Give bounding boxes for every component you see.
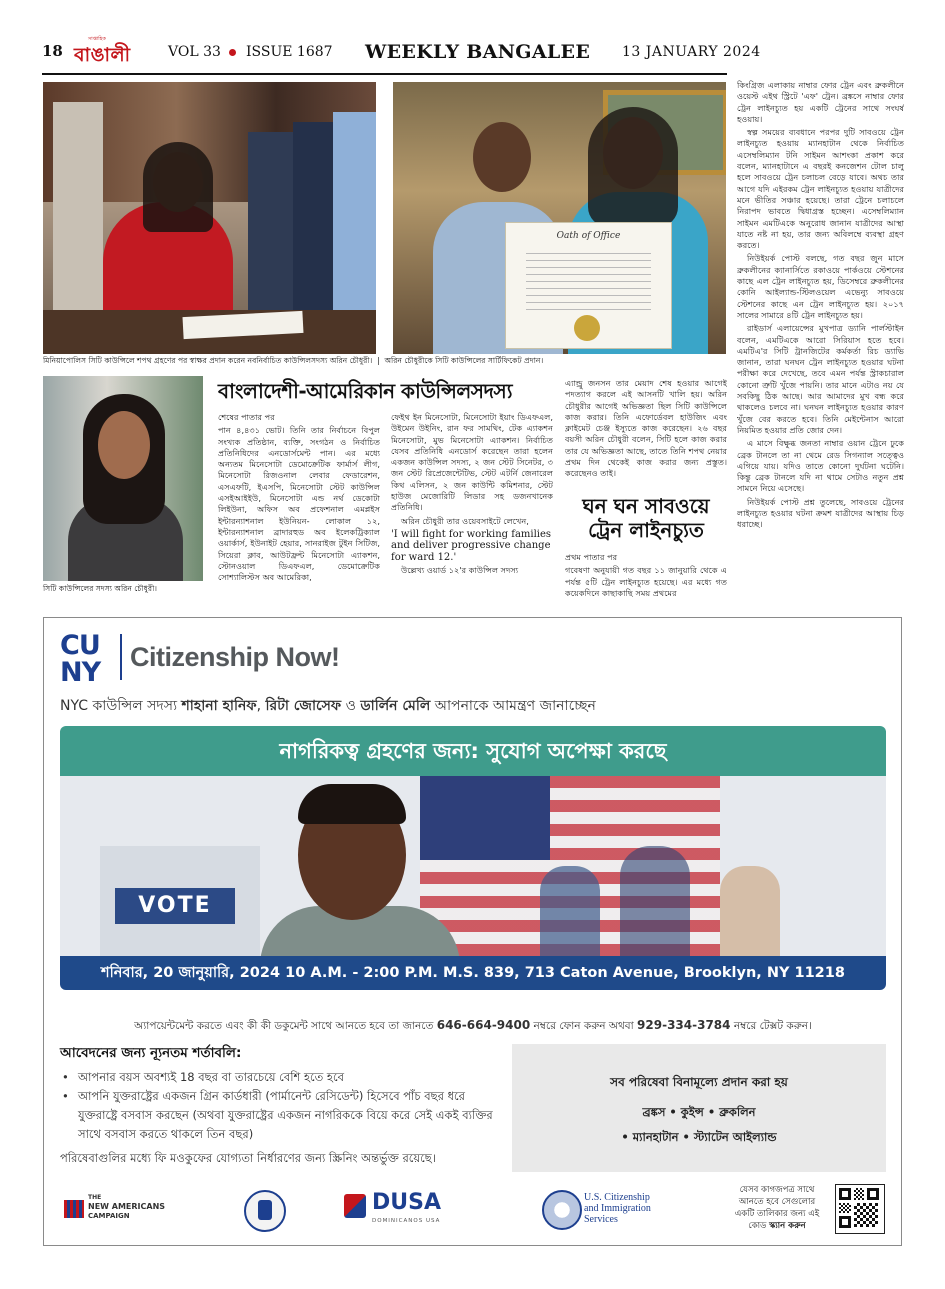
event-info: শনিবার, 20 জানুয়ারি, 2024 10 A.M. - 2:00 P.M. M.S. 839, 713 Caton Avenue, Brooklyn, NY 11218 [101, 965, 845, 981]
invite-suffix: আপনাকে আমন্ত্রণ জানাচ্ছেন [430, 698, 596, 714]
fee-note: পরিষেবাগুলির মধ্যে ফি মওকুফের যোগ্যতা নির্ধারণের জন্য স্ক্রিনিং অন্তর্ভুক্ত রয়েছে। [60, 1151, 436, 1165]
council-member-1: শাহানা হানিফ [181, 698, 257, 714]
qr-note: যেসব কাগজপত্র সাথে আনতে হবে সেগুলোর একটি তালিকার জন্য এই কোড [734, 1185, 820, 1231]
qr-code-icon[interactable] [835, 1184, 885, 1234]
article1-column-2 [391, 412, 553, 592]
background-person-2 [620, 846, 690, 956]
phone-text-number[interactable]: 929-334-3784 [637, 1018, 731, 1032]
article1-headline: বাংলাদেশী-আমেরিকান কাউন্সিলসদস্য [218, 379, 512, 403]
requirement-item: • আপনার বয়স অবশ্যই 18 বছর বা তারচেয়ে বেশি হতে হবে [56, 1068, 496, 1087]
new-americans-bottom: CAMPAIGN [88, 1212, 130, 1220]
continued-from-note: শেষের পাতার পর [218, 412, 275, 422]
qr-modules [839, 1203, 851, 1213]
caption-separator: | [374, 356, 383, 365]
boroughs-line-1: ব্রঙ্কস • কুইন্স • ব্রুকলিন [642, 1105, 756, 1119]
photo-portrait [43, 376, 203, 581]
logo-text: বাঙালী [74, 44, 131, 66]
contact-prefix: অ্যাপয়েন্টমেন্ট করতে এবং কী কী ডকুমেন্ট সাথে আনতে হবে তা জানতে [134, 1020, 437, 1032]
free-services-title: সব পরিষেবা বিনামূল্যে প্রদান করা হয় [610, 1075, 788, 1089]
cuny-logo [60, 632, 114, 686]
article1-column-3 [565, 378, 727, 484]
dhs-seal-icon [542, 1190, 582, 1230]
program-name: Citizenship Now! [130, 642, 340, 672]
background-person-3 [720, 866, 780, 956]
article2-paragraph: গবেষণা অনুযায়ী গত বছর ১১ জানুয়ারি থেকে এ পর্যন্ত ৫টি ট্রেন লাইনচ্যুত হয়েছে। এর মধ্যে গত কয়েকদিনে কাছাকাছি সময় প্রথমের [565, 565, 727, 598]
woman-saree-hair [588, 107, 678, 227]
caption-oath-signing: মিনিয়াপোলিস সিটি কাউন্সিলে শপথ গ্রহণের পর স্বাক্ষর প্রদান করেন নবনির্বাচিত কাউন্সিলসদস্য অরিন চৌধুরী। [43, 356, 373, 365]
qr-modules [854, 1188, 864, 1200]
uscis-text [584, 1192, 651, 1225]
dusa-logo [344, 1192, 454, 1228]
contact-line [60, 1018, 886, 1036]
dusa-name: DUSA [372, 1190, 441, 1215]
background-person-1 [540, 866, 600, 956]
council-member-2: রিটা জোসেফ [265, 698, 342, 714]
cuny-logo-bottom: NY [60, 657, 101, 688]
article2-paragraph: রাইডার্স এলায়েন্সের মুখপাত্র ড্যানি পার্লস্টাইন বলেন, এমটিএকে আরো সিরিয়াস হতে হবে। এমটিএ'র সিটি ট্রানজিটের কর্মকর্তা রিচ ড্যাভি জানান, তারা ঘনঘন ট্রেন লাইনচ্যুত হওয়ার ঘটনা পরীক্ষা করে দেখেছে, তবে এমন পর্যন্ত স্ট্রাকচারাল কোনো ত্রুটি খুঁজে পায়নি। তার মানে এটাও নয় যে সবকিছু ঠিক আছে। আর আমাদের মুখ বন্ধ করে থাকলেও চলবে না। ঘনঘন লাইনচ্যুত হওয়ার কারণ খুঁজে বের করতে হবে। তিনি মেইন্টেনাস আরো নিয়মিত হওয়ার প্রতি জোর দেন। [737, 323, 904, 435]
vote-sign [115, 888, 235, 924]
qr-finder-bottom-left [839, 1216, 851, 1228]
article2-paragraph: নিউইয়র্ক পোস্ট প্রশ্ন তুলেছে, সাবওয়ে ট্রেনের লাইনচ্যুত হওয়ার ঘটনা ক্রমশ যাত্রীদের আস্থায় চিড় ধরাচ্ছে। [737, 496, 904, 530]
requirements-list [56, 1068, 496, 1144]
article1-column-1 [218, 412, 380, 590]
issue-label: ISSUE 1687 [246, 44, 333, 60]
logo-small-text: সাপ্তাহিক [88, 36, 106, 42]
photo-oath-signing [43, 82, 376, 354]
article2-headline-line2: ট্রেন লাইনচ্যুত [588, 518, 704, 542]
article1-paragraph: অরিন চৌধুরী তার ওয়েবসাইটে লেখেন, [401, 515, 529, 526]
logo-divider [120, 634, 122, 680]
caption-portrait: সিটি কাউন্সিলের সদস্য অরিন চৌধুরী। [43, 584, 157, 593]
header-rule [42, 73, 727, 75]
certificate-text-lines [526, 253, 651, 313]
certificate-title: Oath of Office [556, 231, 621, 241]
volume-label: VOL 33 [168, 44, 221, 60]
phone-call-number[interactable]: 646-664-9400 [436, 1018, 531, 1032]
portrait-face [98, 411, 150, 479]
continued-from-note: প্রথম পাতার পর [565, 552, 618, 562]
qr-instructions [732, 1184, 822, 1232]
invite-separator: ও [341, 698, 361, 714]
article1-paragraph: পান ৪,৪৩১ ভোট। তিনি তার নির্বাচনে বিপুল সংখ্যক প্রতিষ্ঠান, ব্যক্তি, সংগঠন ও নির্বাচিত প্রতিনিধিদের এনডোর্সমেন্ট পান। এর মধ্যে অন্যতম মিনেসোটা ডেমোক্রেটিক ফার্মার্স লীগ, মিনেসোটা রিজওনাল লেবার ফেডারেশন, এসএফটি, ইএসপি, মিনেসোটা স্টেট কাউন্সিল এসইআইইউ, মিনেসোটা এন্ড নর্থ ডেকোটা লিইউনা, অফিস অব প্রফেশনাল এমপ্লইস ইন্টারন্যাশনাল ইউনিয়ন- লোকাল ১২, ইন্টারন্যাশনাল ব্রাদারহুড অব ইলেকট্রিক্যাল ওয়ার্কার্স, ইউনাইট হেয়ার, সানরাইজ টুইন সিটিজ, সিয়েরা ক্লাব, আউটফ্রন্ট মিনেসোটা এ্যাকশন, স্টোনওয়াল ডিএফএল, ডেমোক্রেটিক সোশ্যালিস্টস অব আমেরিকা, [218, 425, 380, 583]
dusa-icon [344, 1194, 366, 1218]
flag-canton [420, 776, 550, 860]
article2-column-right [737, 80, 904, 592]
contact-suffix: নম্বরে টেক্সট করুন। [730, 1020, 812, 1032]
red-dot-icon [229, 49, 236, 56]
person-hair [143, 142, 213, 232]
cuny-logo-top: CU [60, 630, 100, 661]
new-americans-mid: NEW AMERICANS [88, 1202, 166, 1211]
free-services-box [512, 1044, 886, 1172]
new-americans-icon [64, 1200, 84, 1218]
invitation-line [60, 694, 890, 718]
issue-date: 13 JANUARY 2024 [622, 44, 761, 60]
qr-finder-top-left [839, 1188, 851, 1200]
banner-title: নাগরিকত্ব গ্রহণের জন্য: সুযোগ অপেক্ষা করছে [279, 739, 667, 763]
article2-paragraph: নিউইয়র্ক পোস্ট বলছে, গত বছর জুন মাসে ব্রুকলীনের ক্যানার্সিতে রকাওয়ে পার্কওয়ে স্টেশনের কাছে এল ট্রেন লাইনচ্যুত হয়, ডিসেম্বরে ব্রুকলীনের কোনি আইল্যান্ড-স্টিলওয়েল এভেন্যু সাবওয়ে স্টেশনের কাছে এন ট্রেন লাইনচ্যুত হয়। ২০১৭ সালের সামারে ৪টি ট্রেন লাইনচ্যুত হয়। [737, 253, 904, 320]
citizenship-ad [43, 617, 902, 1246]
vote-sign-text: VOTE [138, 893, 212, 918]
certificate-document [505, 222, 672, 349]
article2-paragraph: স্বল্প সময়ের ব্যবধানে পরপর দুটি সাবওয়ে ট্রেন লাইনচ্যুত হওয়ায় ম্যানহাটান থেকে নির্বাচিত এসেম্বলিম্যান টনি সাইমন আশংকা প্রকাশ করে বলেন, ম্যানহাটানে এ বছরই কনজেশন টোল চালু হলে সাবওয়ে ট্রেন চলাচল বেড়ে যাবে। অথচ তার আগে যদি এইরকম ট্রেন লাইনচ্যুত হওয়ায় যাত্রীদের মনে ভীতির সঞ্চার হয়েছে। তারা ট্রেনে চলাচলে নিরাপদ ভাবতে দ্বিধাগ্রস্ত হচ্ছেন। এসেম্বলিম্যান সাইমন এমটিএকে অনুরোধ জানান যাত্রীদের আস্থা যাতে নষ্ট না হয়, তার জন্য অবিলম্বে ব্যবস্থা গ্রহণ করতে। [737, 127, 904, 251]
photo-captions [43, 356, 733, 366]
boroughs-line-2: • ম্যানহাটান • স্ট্যাটেন আইল্যান্ড [621, 1130, 777, 1144]
requirement-item: • আপনি যুক্তরাষ্ট্রের একজন গ্রিন কার্ডধারী (পার্মানেন্ট রেসিডেন্ট) হিসেবে পাঁচ বছর ধরে যুক্তরাষ্ট্রে বসবাস করছেন (অথবা যুক্তরাষ্ট্রের একজন নাগরিককে বিয়ে করে সেই একই ব্যক্তির সাথে বসবাস করতে থাকলে তিন বছর) [56, 1087, 496, 1144]
caption-certificate: অরিন চৌধুরীকে সিটি কাউন্সিলের সার্টিফিকেট প্রদান। [384, 356, 544, 365]
uscis-line-3: Services [584, 1214, 618, 1225]
new-americans-logo [64, 1194, 184, 1224]
council-member-3: ডার্লিন মেলি [360, 698, 431, 714]
qr-note-scan: স্ক্যান করুন [769, 1221, 806, 1231]
article1-paragraph: উল্লেখ্য ওয়ার্ড ১২'র কাউন্সিল সদস্য [401, 565, 519, 576]
new-americans-top: THE [88, 1194, 102, 1201]
uscis-line-1: U.S. Citizenship [584, 1192, 650, 1203]
qr-finder-top-right [867, 1188, 879, 1200]
invite-separator: , [256, 698, 266, 714]
paper-name: WEEKLY BANGALEE [365, 41, 591, 63]
article2-headline-line1: ঘন ঘন সাবওয়ে [582, 494, 710, 518]
article2-paragraph: কিংগ্রিজ এলাকায় নাম্বার ফোর ট্রেন এবং ব্রুকলীনে ওয়েস্ট এইথ স্ট্রিটে 'এফ' ট্রেন। ব্রঙ্কসে নাম্বার ফোর ট্রেন লাইনচ্যুত হয় একটি ট্রেনের সাথে সংঘর্ষ হওয়ায়। [737, 80, 904, 124]
page-number: 18 [42, 42, 63, 60]
newspaper-logo [70, 38, 170, 68]
invite-prefix: NYC কাউন্সিল সদস্য [60, 698, 182, 714]
requirements-title: আবেদনের জন্য ন্যূনতম শর্তাবলি: [60, 1045, 242, 1061]
hero-image [60, 776, 886, 956]
event-bar [60, 956, 886, 990]
photo-certificate [393, 82, 726, 354]
page-header [40, 38, 906, 72]
contact-mid: নম্বরে ফোন করুন অথবা [530, 1020, 638, 1032]
sponsor-strip [60, 1184, 886, 1234]
certificate-seal [574, 315, 600, 341]
qr-modules [854, 1203, 878, 1227]
article2-paragraph: এ মাসে বিক্ষুব্ধ জনতা নাম্বার ওয়ান ট্রেনে ঢুকে ব্রেক টানলে তা না থেমে রেড সিগন্যাল সত্ত্বেও এগিয়ে যায়। যদিও তাতে কোনো দুর্ঘটনা ঘটেনি। কিন্তু ব্রেক টানলে যদি না থামে সেটাও নতুন প্রশ্ন সামনে নিয়ে এসেছে। [737, 438, 904, 494]
article1-paragraph: ফেইথ ইন মিনেসোটা, মিনেসোটা ইয়াং ডিএফএল, উইমেন উইনিং, রান ফর সামথিং, টেক এ্যাকশন মিনেসোটা, মুভ মিনেসোটা এ্যাকশন। নির্বাচিত যেসব প্রতিনিধি এনডোর্স করেছেন তারা হলেন একজন কাউন্সিল সদস্য, ২ জন স্টেট সিনেটর, ৩ জন স্টেট রিপ্রেজেন্টেটিভ, স্টেট এটর্নি জেনারেল কিথ এলিসন, ২ জন কাউন্টি কমিশনার, স্টেট হাউজ মেজোরিটি লিডার সহ ডজনখানেক প্রতিনিধি। [391, 412, 553, 513]
dusa-subtitle: DOMINICANOS USA [372, 1218, 441, 1224]
seal-inner [258, 1200, 272, 1220]
nals-seal-icon [244, 1190, 286, 1232]
uscis-line-2: and Immigration [584, 1203, 651, 1214]
article1-paragraph: এ্যান্ড্রু জনসন তার মেয়াদ শেষ হওয়ার আগেই পদত্যাগ করলে এই আসনটি খালি হয়। অরিন চৌধুরীর আগেই অভিজ্ঞতা ছিল সিটি কাউন্সিলে কাজ করার। তিনি এফোর্ডেবল হাউজিং এবং ক্লাইমেট চেঞ্জ ইস্যুতে কাজ করেছেন। ২৬ বছর বয়সী অরিন চৌধুরী বলেন, সিটি হলে কাজ করার তার যে অভিজ্ঞতা আছে, তাতে তিনি শপথ নেয়ার প্রথম দিন থেকেই কাজ করার জন্য প্রস্তুত। করেছেনও তাই। [565, 378, 727, 479]
article1-quote: 'I will fight for working families and deliver progressive change for ward 12.' [391, 528, 552, 563]
ad-banner [60, 726, 886, 776]
woman-denim-face [473, 122, 531, 192]
man-hair [298, 784, 406, 824]
article2-column-lower [565, 552, 727, 598]
article2-headline [565, 494, 727, 542]
